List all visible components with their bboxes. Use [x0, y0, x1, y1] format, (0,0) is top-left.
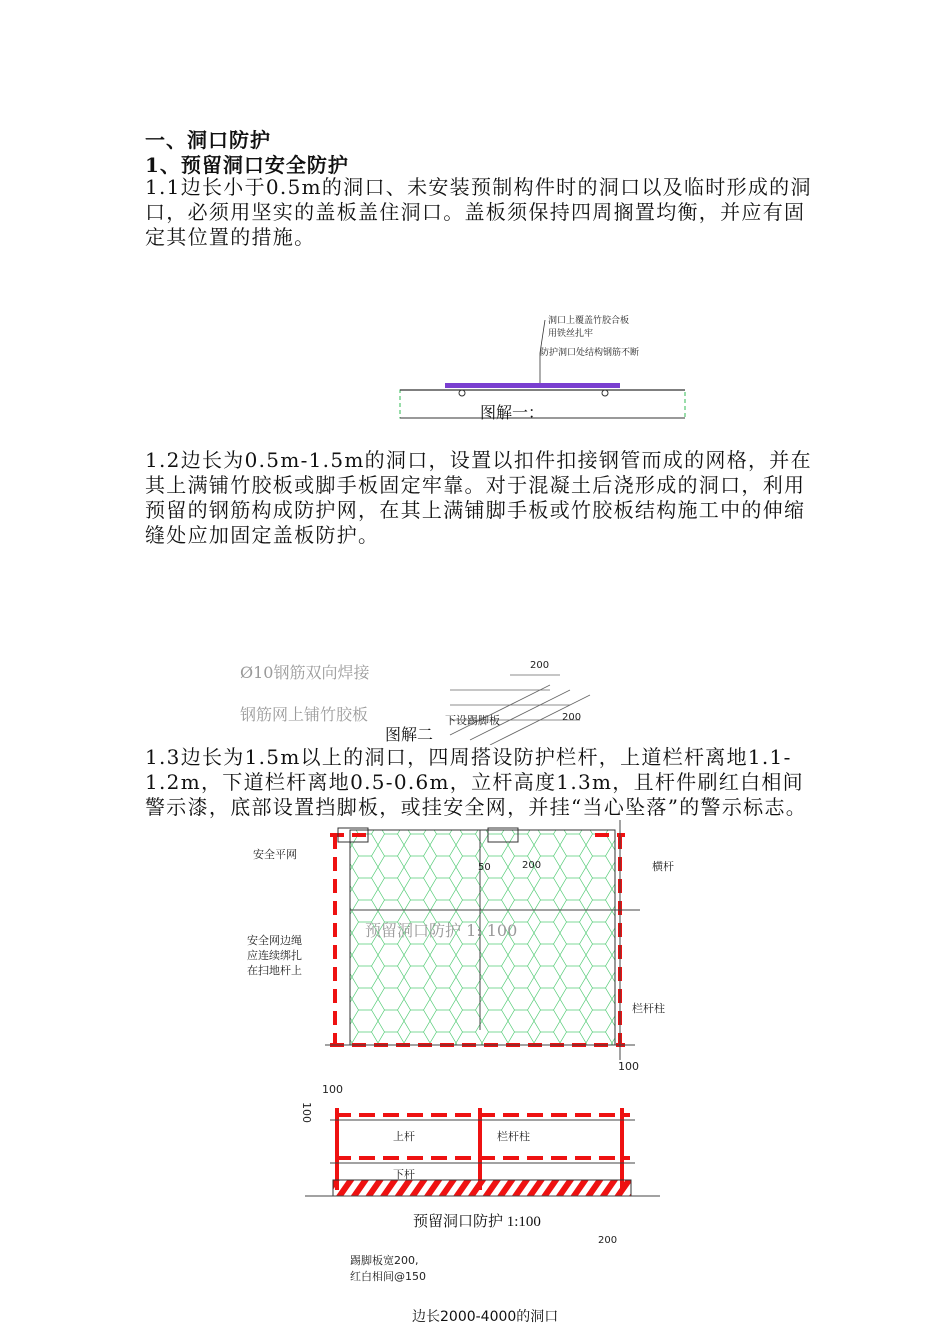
fig4-dim200: 200: [598, 1235, 618, 1246]
fig4-post: 栏杆柱: [497, 1130, 530, 1143]
section-heading: 一、洞口防护: [145, 128, 271, 152]
fig4-title: 预留洞口防护 1:100: [413, 1214, 541, 1230]
paragraph-1-2: 1.2边长为0.5m-1.5m的洞口，设置以扣件扣接钢管而成的网格，并在其上满铺竹胶板或脚手板固定牢靠。对于混凝土后浇形成的洞口，利用预留的钢筋构成防护网，在其上满铺脚手板或竹胶板结构施工中的伸缩缝处应加固定盖板防护。: [145, 448, 812, 547]
subsection-heading: 1、预留洞口安全防护: [145, 153, 349, 177]
fig4-dim100-top: 100: [322, 1083, 343, 1096]
fig3-dim200: 200: [522, 860, 542, 871]
fig3-dim50: 50: [478, 862, 491, 873]
fig2-rebar-label: Ø10钢筋双向焊接: [240, 663, 370, 682]
wire-tie-left: [459, 390, 465, 396]
fig1-note-rebar: 防护洞口处结构钢筋不断: [540, 348, 640, 358]
fig4-dim100-side: 100: [300, 1102, 313, 1123]
fig4-kickboard-1: 踢脚板宽200,: [350, 1254, 419, 1267]
paragraph-1-1: 1.1边长小于0.5m的洞口、未安装预制构件时的洞口以及临时形成的洞口，必须用坚实的盖板盖住洞口。盖板须保持四周搁置均衡，并应有固定其位置的措施。: [145, 175, 812, 249]
fig3-edge-rope-3: 在扫地杆上: [247, 964, 302, 977]
fig2-dim-top: 200: [530, 660, 550, 671]
fig3-edge-rope-1: 安全网边绳: [247, 934, 302, 947]
fig2-kick-label: 下设踢脚板: [445, 714, 500, 727]
wire-tie-right: [602, 390, 608, 396]
rails: [335, 1115, 630, 1158]
figure-2-caption: 图解二: [385, 727, 434, 744]
fig2-dim-side: 200: [562, 712, 582, 723]
fig4-top-rail: 上杆: [393, 1130, 415, 1143]
grid-lines: [450, 675, 590, 745]
fig4-bottom-rail: 下杆: [393, 1168, 415, 1181]
fig1-note-wire: 用铁丝扎牢: [548, 329, 594, 339]
figure-1-cover-plate-diagram: [390, 305, 700, 445]
fig3-plan-title: 预留洞口防护 1: 100: [365, 921, 518, 940]
paragraph-1-3: 1.3边长为1.5m以上的洞口，四周搭设防护栏杆，上道栏杆离地1.1-1.2m，下道栏杆离地0.5-0.6m，立杆高度1.3m，且杆件刷红白相间警示漆，底部设置挡脚板，或挂安全网，并挂“当心坠落”的警示标志。: [145, 745, 808, 819]
figure-2-rebar-grid: [440, 655, 610, 745]
cover-board: [445, 383, 620, 388]
fig4-kickboard-2: 红白相间@150: [350, 1270, 426, 1283]
figure-4-elevation-diagram: [300, 1080, 670, 1220]
fig3-post: 栏杆柱: [632, 1002, 665, 1015]
fig2-board-label: 钢筋网上铺竹胶板: [240, 705, 369, 724]
bottom-caption: 边长2000-4000的洞口: [412, 1309, 559, 1325]
fig3-safety-net: 安全平网: [253, 848, 297, 861]
figure-1-caption: 图解一：: [480, 405, 545, 422]
fig3-crossbar: 横杆: [652, 860, 674, 873]
fig3-dim100: 100: [618, 1060, 639, 1073]
fig3-edge-rope-2: 应连续绑扎: [247, 949, 302, 962]
fig1-note-board: 洞口上覆盖竹胶合板: [548, 316, 630, 326]
kickboard: [333, 1180, 631, 1196]
